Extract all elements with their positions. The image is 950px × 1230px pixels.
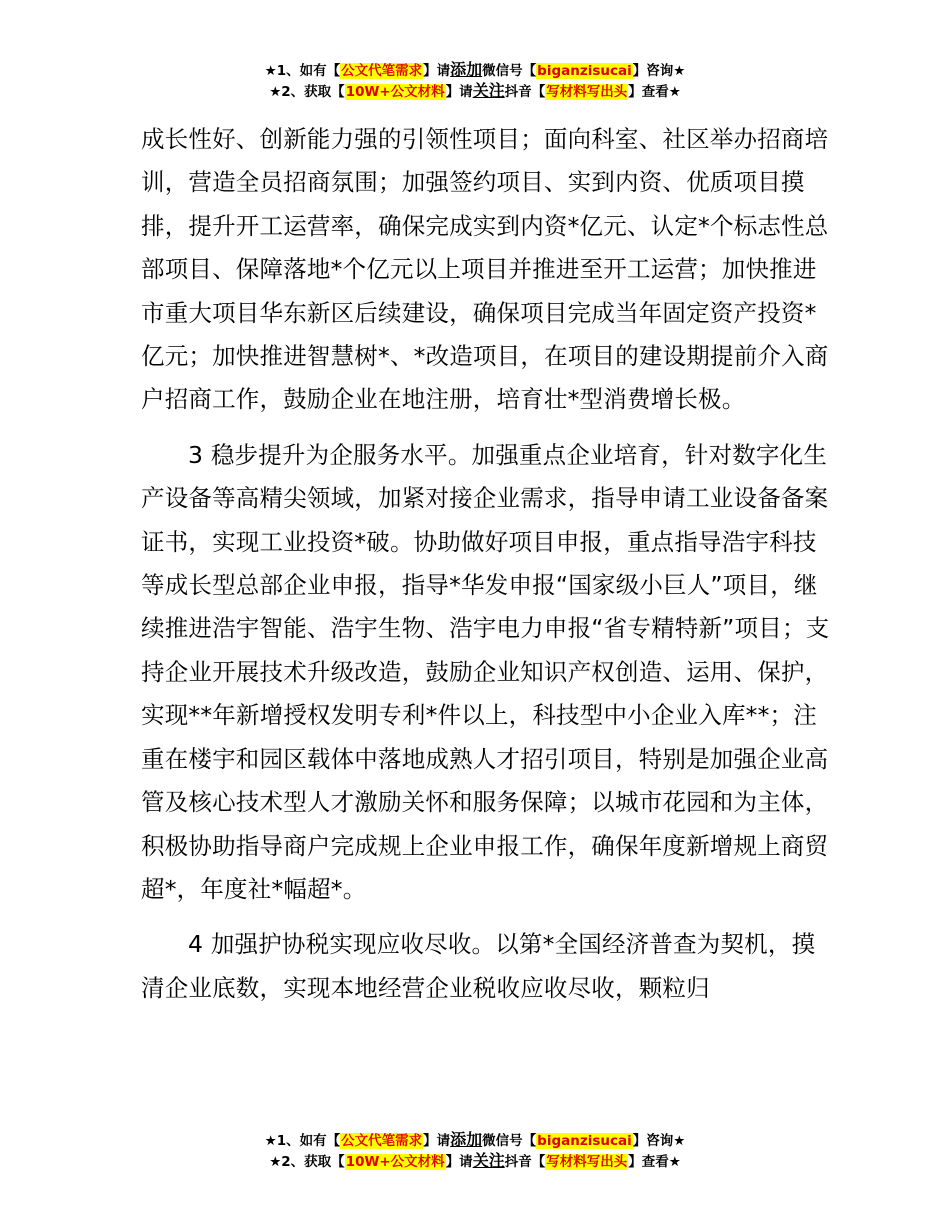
footer-banner — [0, 1130, 950, 1172]
banner-text: ★2、获取【 — [269, 1154, 345, 1170]
banner-text: 】请 — [445, 1154, 473, 1170]
highlight-douyin-account: 写材料写出头 — [546, 1154, 628, 1170]
banner-line-2 — [0, 1151, 950, 1172]
banner-emphasis: 关注 — [472, 1151, 505, 1170]
banner-text: ★1、如有【 — [264, 63, 341, 79]
highlight-service: 公文代笔需求 — [341, 1133, 423, 1149]
highlight-douyin-account: 写材料写出头 — [546, 84, 628, 100]
paragraph-section-3: 3 稳步提升为企服务水平。加强重点企业培育，针对数字化生产设备等高精尖领域，加紧对接企业需求，指导申请工业设备备案证书，实现工业投资*破。协助做好项目申报，重点指导浩宇科技等成长型总部企业申报，指导*华发申报“国家级小巨人”项目，继续推进浩宇智能、浩宇生物、浩宇电力申报“省专精特新”项目；支持企业开展技术升级改造，鼓励企业知识产权创造、运用、保护，实现**年新增授权发明专利*件以上，科技型中小企业入库**；注重在楼宇和园区载体中落地成熟人才招引项目，特别是加强企业高管及核心技术型人才激励关怀和服务保障；以城市花园和为主体，积极协助指导商户完成规上企业申报工作，确保年度新增规上商贸超*，年度社*幅超*。 — [141, 440, 830, 903]
banner-text: ★2、获取【 — [269, 84, 345, 100]
highlight-wechat-id: biganzisucai — [537, 63, 632, 79]
banner-text: 】查看★ — [628, 1154, 681, 1170]
document-body — [141, 118, 831, 1010]
banner-text: 】咨询★ — [632, 1133, 686, 1149]
highlight-service: 公文代笔需求 — [341, 63, 423, 79]
banner-text: 微信号【 — [482, 63, 537, 79]
highlight-materials: 10W+公文材料 — [345, 84, 445, 100]
banner-line-1 — [0, 60, 950, 81]
banner-text: 】请 — [445, 84, 473, 100]
banner-text: 抖音【 — [504, 84, 546, 100]
highlight-wechat-id: biganzisucai — [537, 1133, 632, 1149]
banner-emphasis: 添加 — [450, 60, 483, 79]
banner-emphasis: 添加 — [450, 1130, 483, 1149]
banner-text: 】请 — [423, 1133, 451, 1149]
paragraph-continuation: 成长性好、创新能力强的引领性项目；面向科室、社区举办招商培训，营造全员招商氛围；加强签约项目、实到内资、优质项目摸排，提升开工运营率，确保完成实到内资*亿元、认定*个标志性总部项目、保障落地*个亿元以上项目并推进至开工运营；加快推进市重大项目华东新区后续建设，确保项目完成当年固定资产投资*亿元；加快推进智慧树*、*改造项目，在项目的建设期提前介入商户招商工作，鼓励企业在地注册，培育壮*型消费增长极。 — [141, 125, 829, 414]
banner-text: 微信号【 — [482, 1133, 537, 1149]
banner-text: ★1、如有【 — [264, 1133, 341, 1149]
paragraph-section-4: 4 加强护协税实现应收尽收。以第*全国经济普查为契机，摸清企业底数，实现本地经营企业税收应收尽收，颗粒归 — [141, 930, 816, 1002]
banner-line-1 — [0, 1130, 950, 1151]
banner-emphasis: 关注 — [472, 81, 505, 100]
banner-text: 】查看★ — [628, 84, 681, 100]
header-banner — [0, 60, 950, 102]
banner-text: 】请 — [423, 63, 451, 79]
banner-line-2 — [0, 81, 950, 102]
banner-text: 】咨询★ — [632, 63, 686, 79]
banner-text: 抖音【 — [504, 1154, 546, 1170]
highlight-materials: 10W+公文材料 — [345, 1154, 445, 1170]
